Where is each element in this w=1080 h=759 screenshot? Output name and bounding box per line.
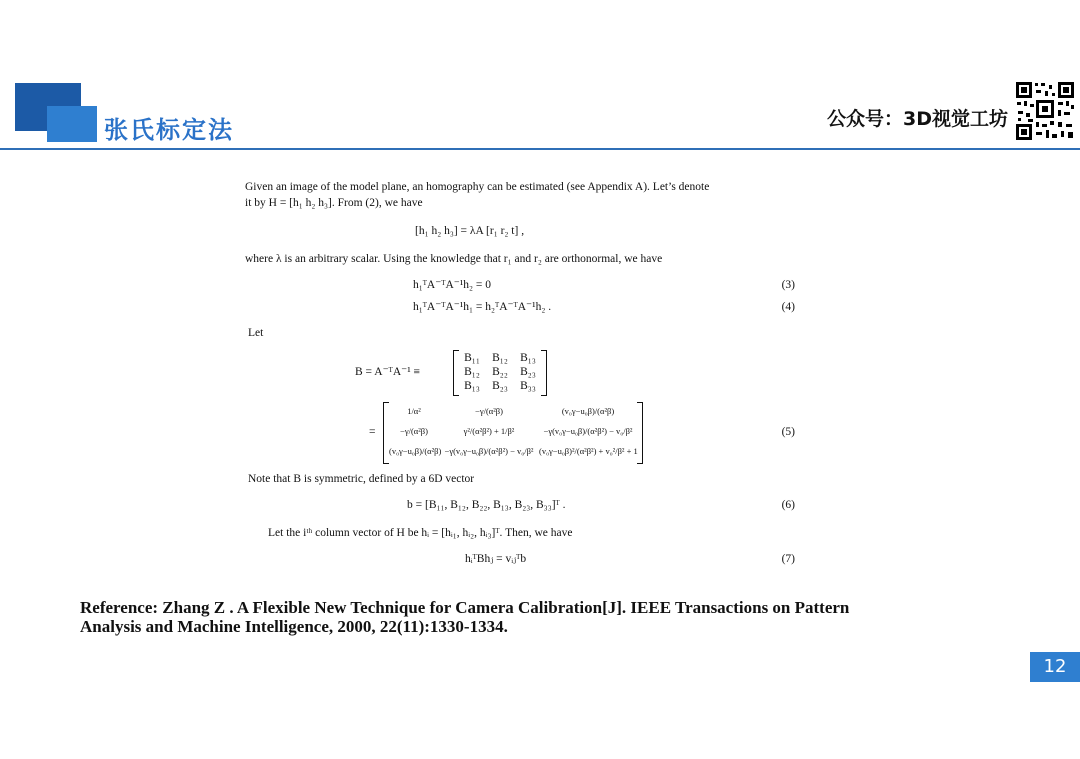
matrix-5-cell: (v₀γ−u₀β)/(α²β) [389,446,442,456]
matrix-5-cell: γ²/(α²β²) + 1/β² [463,426,515,436]
equation-b-lhs: B = A⁻ᵀA⁻¹ ≡ [355,366,420,378]
matrix-b-cell: B₁₁ [464,352,480,364]
equation-6-number: (6) [781,499,795,511]
equation-3-number: (3) [781,279,795,291]
matrix-5-cell: (v₀γ−u₀β)/(α²β) [561,406,615,416]
reference-line-1: Reference: Zhang Z . A Flexible New Technique for Camera Calibration[J]. IEEE Transactions on Pattern [80,598,850,617]
matrix-5-cell: (v₀γ−u₀β)²/(α²β²) + v₀²/β² + 1 [539,446,638,456]
matrix-b-cell: B₁₂ [492,352,508,364]
matrix-5-cell: 1/α² [407,406,421,416]
matrix-b-cell: B₁₃ [520,352,536,364]
matrix-b-cell: B₂₃ [492,380,508,392]
matrix-b-cell: B₂₂ [492,366,508,378]
excerpt-let: Let [248,327,264,339]
equation-7-number: (7) [781,553,795,565]
matrix-5-cell: −γ(v₀γ−u₀β)/(α²β²) − v₀/β² [444,446,534,456]
matrix-b-cell: B₃₃ [520,380,536,392]
excerpt-para1-line2: it by H = [h₁ h₂ h₃]. From (2), we have [245,197,423,209]
matrix-5-right-bracket [637,402,643,464]
excerpt-para3: Let the iᵗʰ column vector of H be hᵢ = [hᵢ₁, hᵢ₂, hᵢ₃]ᵀ. Then, we have [268,527,573,539]
qr-code-icon [1014,80,1076,142]
equation-3: h₁ᵀA⁻ᵀA⁻¹h₂ = 0 [413,279,492,291]
equation-6: b = [B₁₁, B₁₂, B₂₂, B₁₃, B₂₃, B₃₃]ᵀ . [407,499,566,511]
equation-5-equals: = [369,426,376,438]
matrix-b-cell: B₁₃ [464,380,480,392]
excerpt-para2: where λ is an arbitrary scalar. Using the knowledge that r₁ and r₂ are orthonormal, we have [245,253,663,265]
matrix-5-cell: −γ/(α²β) [475,406,503,416]
excerpt-para1-line1: Given an image of the model plane, an homography can be estimated (see Appendix A). Let’s denote [245,181,710,193]
reference-citation [80,598,980,636]
excerpt-note: Note that B is symmetric, defined by a 6D vector [248,473,475,485]
equation-4-number: (4) [781,301,795,313]
equation-homography: [h₁ h₂ h₃] = λA [r₁ r₂ t] , [415,225,525,237]
slide-title: 张氏标定法 [104,116,234,144]
matrix-b-right-bracket [541,350,547,396]
equation-5-number: (5) [781,426,795,438]
equation-7: hᵢᵀBhⱼ = vᵢⱼᵀb [465,553,527,565]
matrix-5-cell: −γ(v₀γ−u₀β)/(α²β²) − v₀/β² [543,426,633,436]
page-number: 12 [1030,652,1080,682]
equation-4: h₁ᵀA⁻ᵀA⁻¹h₁ = h₂ᵀA⁻ᵀA⁻¹h₂ . [413,301,552,313]
matrix-b-cell: B₂₃ [520,366,536,378]
matrix-b-cell: B₁₂ [464,366,480,378]
header-divider [0,148,1080,150]
reference-line-2: Analysis and Machine Intelligence, 2000, 22(11):1330-1334. [80,617,508,636]
wechat-account-label: 公众号：3D视觉工坊 [827,108,1008,130]
header-decoration-light [47,106,97,142]
matrix-5-cell: −γ/(α²β) [400,426,428,436]
